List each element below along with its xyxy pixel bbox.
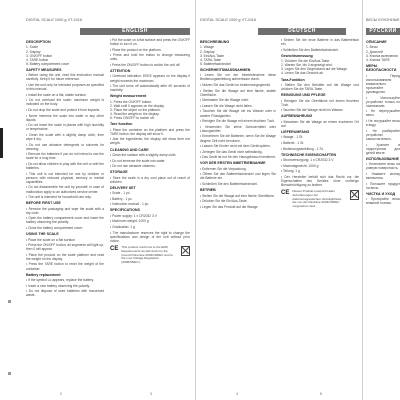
instruction-text: 3. Place the object on the platform. [110, 107, 161, 112]
instruction-text: • Tauchen Sie die Waage nicht ins Wasser. [281, 108, 344, 113]
fold-marker [0, 128, 3, 158]
ce-mark-icon: CE [281, 190, 290, 197]
instruction-text: • Open the battery compartment cover and insert the battery observing the polarity. [26, 216, 104, 225]
instruction-text: • Tauchen Sie die Waage nie ins Wasser oder in andere Flüssigkeiten. [200, 109, 276, 118]
instruction-text: • Do not overload the scale; maximum weight is indicated on the body. [26, 98, 104, 107]
instruction-text: • Do not use abrasive detergents or solvents for cleaning. [26, 142, 104, 151]
section-heading: CLEANING AND CARE [110, 147, 149, 152]
instruction-text: • Stellen Sie die Waage auf eine flache Oberfläche. [200, 193, 275, 198]
instruction-text: • Maximalgewicht: 1000 g [281, 163, 319, 168]
instruction-text: • Teilung: 1 g [281, 169, 300, 174]
section-heading: SAFETY MEASURES [26, 67, 62, 72]
instruction-text: • Press the ON/OFF button to switch the unit off. [110, 62, 181, 67]
instruction-text: • Do not leave the scale in places with high humidity or temperature. [26, 123, 104, 132]
instruction-text: • The unit turns off automatically after 60 seconds of inactivity. [110, 84, 190, 93]
instruction-text: 1. Scale [26, 45, 38, 50]
instruction-text: • Maximum weight: 1000 g [110, 219, 149, 224]
instruction-text: 5. Batteriefachdeckel [200, 61, 231, 66]
section-heading: ЧИСТКА И УХОД [366, 191, 396, 196]
instruction-text: • Stellen Sie die Waage auf eine flache, stabile Oberfläche. [200, 88, 276, 97]
instruction-text: • Überlasten Sie die Waage nicht. [200, 98, 250, 103]
instruction-text: • Schließen Sie den Batteriefachdeckel. [200, 182, 258, 187]
page-number: 5 [320, 392, 322, 396]
instruction-text: • Нажмите кнопку включения. [366, 171, 400, 180]
section-heading: DELIVERY SET [110, 185, 136, 190]
section-heading: BETRIEB [200, 188, 216, 193]
instruction-text: 2. Warten Sie, bis 0 angezeigt wird. [281, 63, 333, 68]
instruction-text: • Lesen Sie vor der Inbetriebnahme diese Bedienungsanleitung aufmerksam durch. [200, 73, 276, 82]
instruction-text: • Waage - 1 St. [281, 135, 304, 140]
page-header-en: DIGITAL SCALE 1000 g VT-2416 [26, 18, 82, 22]
weee-bin-icon [181, 246, 190, 256]
instruction-text: • Перед использованием внимательно прочитайте руководство. [366, 73, 400, 94]
instruction-text: 4. Read the weight on the display. [110, 112, 160, 117]
section-heading: SPECIFICATIONS [110, 208, 140, 213]
instruction-text: • Do not disassemble the unit by yourself; in case of malfunction apply to an authorized service center. [26, 185, 104, 194]
instruction-text: • Add the ingredients; the display will show their net weight. [110, 137, 190, 146]
instruction-text: 3. Legen Sie den Gegenstand auf die Waage. [281, 67, 348, 72]
instruction-text: • Bewahren Sie die Waage an einem trockenen Ort auf. [281, 119, 359, 128]
instruction-text: • Before using the unit, read this instruction manual carefully. Keep it for future reference. [26, 73, 104, 82]
instruction-text: • Press the ON/OFF button; all segments will light up, then 0 will appear. [26, 243, 104, 252]
section-heading: BESCHREIBUNG [200, 40, 230, 44]
weee-bin-icon [350, 190, 359, 200]
instruction-text: 3. Кнопка включения [366, 53, 398, 58]
instruction-text: • Remove the packaging and wipe the scale with a dry cloth. [26, 206, 104, 215]
german-column-2 [281, 38, 359, 390]
section-heading: LIEFERUMFANG [281, 129, 310, 134]
instruction-text: • Используйте устройство только по назначению. [366, 95, 400, 108]
english-column-1 [26, 38, 104, 390]
section-heading: Tara-Funktion [281, 77, 305, 82]
instruction-text: • Clean the surface with a slightly damp cloth. [110, 152, 177, 157]
instruction-text: 5. Press ON/OFF to switch off. [110, 116, 155, 121]
section-banner-russian: РУССКИЙ [366, 28, 400, 35]
section-banner-english: ENGLISH [80, 28, 190, 35]
section-heading: ИСПОЛЬЗОВАНИЕ [366, 156, 400, 161]
ce-compliance-block [281, 190, 359, 209]
instruction-text: • Store the scale in a dry cool place out of reach of children. [110, 175, 190, 184]
section-heading: МЕРЫ БЕЗОПАСНОСТИ [366, 63, 397, 73]
page-header-ru: ВЕСЫ КУХОННЫЕ [366, 18, 400, 22]
instruction-text: • Не разбирайте устройство самостоятельно. [366, 128, 400, 141]
instruction-text: • Bedienungsanleitung - 1 St. [281, 146, 324, 151]
page-number: 3 [150, 392, 152, 396]
instruction-text: • Install the scale on a flat, stable surface. [26, 92, 87, 97]
section-heading: DESCRIPTION [26, 40, 51, 44]
instruction-text: • Place the scale on a flat surface. [26, 237, 76, 242]
page-number: 4 [236, 392, 238, 396]
instruction-text: • Schließen Sie den Batteriefachdeckel. [281, 47, 339, 52]
ce-compliance-text: Dieses Produkt entspricht allen Anforderungen der elektromagnetischen Verträglichkeit, die von der Direktive 2004/108/EC vorgesehen sind. [292, 189, 343, 209]
instruction-text: • Batterie - 1 St. [281, 140, 305, 145]
instruction-text: 1. Drücken Sie die Ein/Aus-Taste. [281, 59, 331, 64]
instruction-text: • Press the TARE button to reset the weight of the container. [26, 262, 104, 271]
section-heading: ОПИСАНИЕ [366, 40, 387, 44]
instruction-text: • Do not use abrasive cleaners. [110, 164, 156, 169]
instruction-text: 1. Press the ON/OFF button. [110, 99, 152, 104]
instruction-text: • Verwenden Sie keine Scheuermittel oder Lösungsmittel. [200, 124, 276, 133]
instruction-text: • Храните в недоступном для детей месте. [366, 142, 400, 155]
instruction-text: • Der Hersteller behält sich das Recht vor, die Eigenschaften des Gerätes ohne vorherige Benachrichtigung zu ändern. [281, 174, 359, 187]
instruction-text: 4. Lesen Sie das Gewicht ab. [281, 71, 324, 76]
instruction-text: • Power supply: 1 x CR2032 3 V [110, 213, 157, 218]
instruction-text: • Öffnen Sie den Batteriefachdeckel und legen Sie die Batterie ein. [200, 172, 276, 181]
instruction-text: 3. ON/OFF button [26, 53, 53, 58]
instruction-text: • Stromversorgung: 1 x CR2032 3 V [281, 158, 334, 163]
ce-compliance-block [110, 246, 190, 265]
instruction-text: • Entnehmen Sie die Batterien, wenn Sie die Waage längere Zeit nicht benutzen. [200, 134, 276, 143]
instruction-text: • Setzen Sie die neue Batterie in das Batteriefach ein. [281, 38, 359, 47]
section-heading: Weight measurement [110, 94, 147, 99]
instruction-text: 4. TARE button [26, 57, 49, 62]
instruction-text: • Не перегружайте весы. [366, 109, 400, 118]
page-fold-line [195, 0, 196, 400]
instruction-text: • Entfernen Sie die Verpackung. [200, 166, 247, 171]
instruction-text: • The unit is intended for household use only. [26, 195, 92, 200]
section-heading: AUFBEWAHRUNG [281, 114, 313, 119]
section-heading: Gewichtsmessung [281, 53, 313, 58]
instruction-text: • Das Gerät ist nur für den Hausgebrauch bestimmt. [200, 155, 276, 160]
instruction-text: 3. Ein/Aus-Taste [200, 53, 225, 58]
section-heading: USING THE SCALE [26, 232, 59, 237]
instruction-text: 2. Wait until 0 appears on the display. [110, 103, 165, 108]
instruction-text: • Do not allow children to play with the unit or with the batteries. [26, 161, 104, 171]
instruction-text: • Graduation: 1 g [110, 225, 135, 230]
instruction-text: • Put the scale on a flat surface and press the ON/OFF button to turn it on. [110, 38, 190, 47]
section-heading: Tare function [110, 122, 133, 127]
instruction-text: • Legen Sie das Produkt auf die Waage. [200, 204, 259, 209]
instruction-text: • Zerlegen Sie das Gerät nicht selbständig. [200, 149, 263, 154]
instruction-text: 2. Дисплей [366, 49, 383, 54]
instruction-text: • Overload indication: EEEE appears on the display if weight exceeds the maximum. [110, 74, 190, 83]
instruction-text: • Scale - 1 pc. [110, 191, 131, 196]
instruction-text: 1. Весы [366, 45, 378, 50]
instruction-text: • Remove the batteries if you do not intend to use the scale for a long time. [26, 152, 104, 161]
instruction-text: 5. Battery compartment cover [26, 61, 70, 66]
instruction-text: 4. Кнопка TARE [366, 57, 390, 62]
ce-mark-icon: CE [110, 245, 119, 252]
instruction-text: • This unit is not intended for use by children or persons with reduced physical, sensory or mental capabilities. [26, 171, 104, 184]
section-heading: STORAGE [110, 170, 128, 175]
section-heading: Battery replacement [26, 272, 61, 277]
instruction-text: • Place the product on the scale platform and read the weight on the display. [26, 252, 104, 261]
section-heading: ATTENTION [110, 69, 131, 74]
edge-dot [8, 300, 11, 303]
instruction-text: 4. TARA-Taste [200, 57, 222, 62]
instruction-text: • Clean the scale with a slightly damp cloth, then wipe it dry. [26, 132, 104, 141]
instruction-text: 2. Display [200, 49, 215, 54]
instruction-text: • Lassen Sie Kinder nicht mit dem Gerät spielen. [200, 144, 271, 149]
instruction-text: 2. Display [26, 49, 41, 54]
instruction-text: • Do not immerse the scale into water. [110, 158, 166, 163]
instruction-text: • The manufacturer reserves the right to change the specifications and design of the unit without prior notice. [110, 230, 190, 243]
instruction-text: • Установите весы на ровную поверхность. [366, 162, 400, 171]
instruction-text: • Place the product on the platform. [110, 47, 162, 52]
instruction-text: • Положите продукт на весы. [366, 181, 400, 190]
instruction-text: • Use the unit only for intended purposes as specified in this manual. [26, 82, 104, 92]
instruction-text: • Close the battery compartment cover. [26, 226, 83, 230]
section-banner-deutsch: DEUTSCH [258, 28, 346, 35]
instruction-text: • Не погружайте весы в воду. [366, 119, 400, 128]
instruction-text: • Never immerse the scale into water or any other liquids. [26, 113, 104, 122]
instruction-text: • Drücken Sie die Ein/Aus-Taste. [200, 199, 248, 204]
instruction-text: 1. Waage [200, 45, 214, 50]
instruction-text: • Do not drop the scale and protect it from impacts. [26, 107, 101, 112]
english-column-2 [110, 38, 190, 390]
section-heading: VOR DER ERSTEN INBETRIEBNAHME [200, 161, 266, 166]
edge-dot [8, 372, 11, 375]
section-heading: REINIGUNG UND PFLEGE [281, 93, 326, 98]
ce-compliance-text: This product conforms to the EMC Requirements as laid down by the Council Directive 2004/108/EC and to the Low Voltage Regulation (2006/95/EC). [121, 244, 173, 265]
german-column-1 [200, 38, 276, 390]
instruction-text: • Press and hold the button to change measuring units. [110, 53, 190, 62]
instruction-text: • Battery - 1 pc. [110, 196, 133, 201]
instruction-text: • Place the container on the platform and press the TARE button; the display will show 0. [110, 127, 190, 136]
section-heading: TECHNISCHE EIGENSCHAFTEN [281, 152, 337, 157]
instruction-text: • Do not dispose of used batteries with household waste. [26, 289, 104, 298]
instruction-text: • Reinigen Sie die Waage mit einem feuchten Tuch. [200, 119, 276, 124]
page-fold-line [362, 0, 363, 400]
instruction-text: • Lassen Sie die Waage nicht fallen. [200, 103, 253, 108]
page-number: 2 [60, 392, 62, 396]
instruction-text: • Протирайте весы влажной тканью. [366, 197, 400, 206]
section-heading: BEFORE FIRST USE [26, 201, 61, 206]
instruction-text: • If the symbol Lo appears, replace the battery. [26, 278, 94, 283]
instruction-text: • Insert a new battery observing the polarity. [26, 283, 90, 288]
russian-column [366, 38, 400, 390]
instruction-text: • Reinigen Sie die Oberfläche mit einem feuchten Tuch. [281, 98, 359, 107]
left-page-edge [0, 0, 22, 400]
section-heading: SICHERHEITSMASSNAHMEN [200, 67, 251, 72]
instruction-text: • Instruction manual - 1 pc. [110, 202, 150, 207]
instruction-text: • Nutzen Sie das Gerät nur bestimmungsgemäß. [200, 82, 271, 87]
page-header-de: DIGITAL SCALE 1000 g VT-2416 [200, 18, 256, 22]
instruction-text: • Stellen Sie den Behälter auf die Waage und drücken Sie die TARA-Taste. [281, 82, 359, 92]
